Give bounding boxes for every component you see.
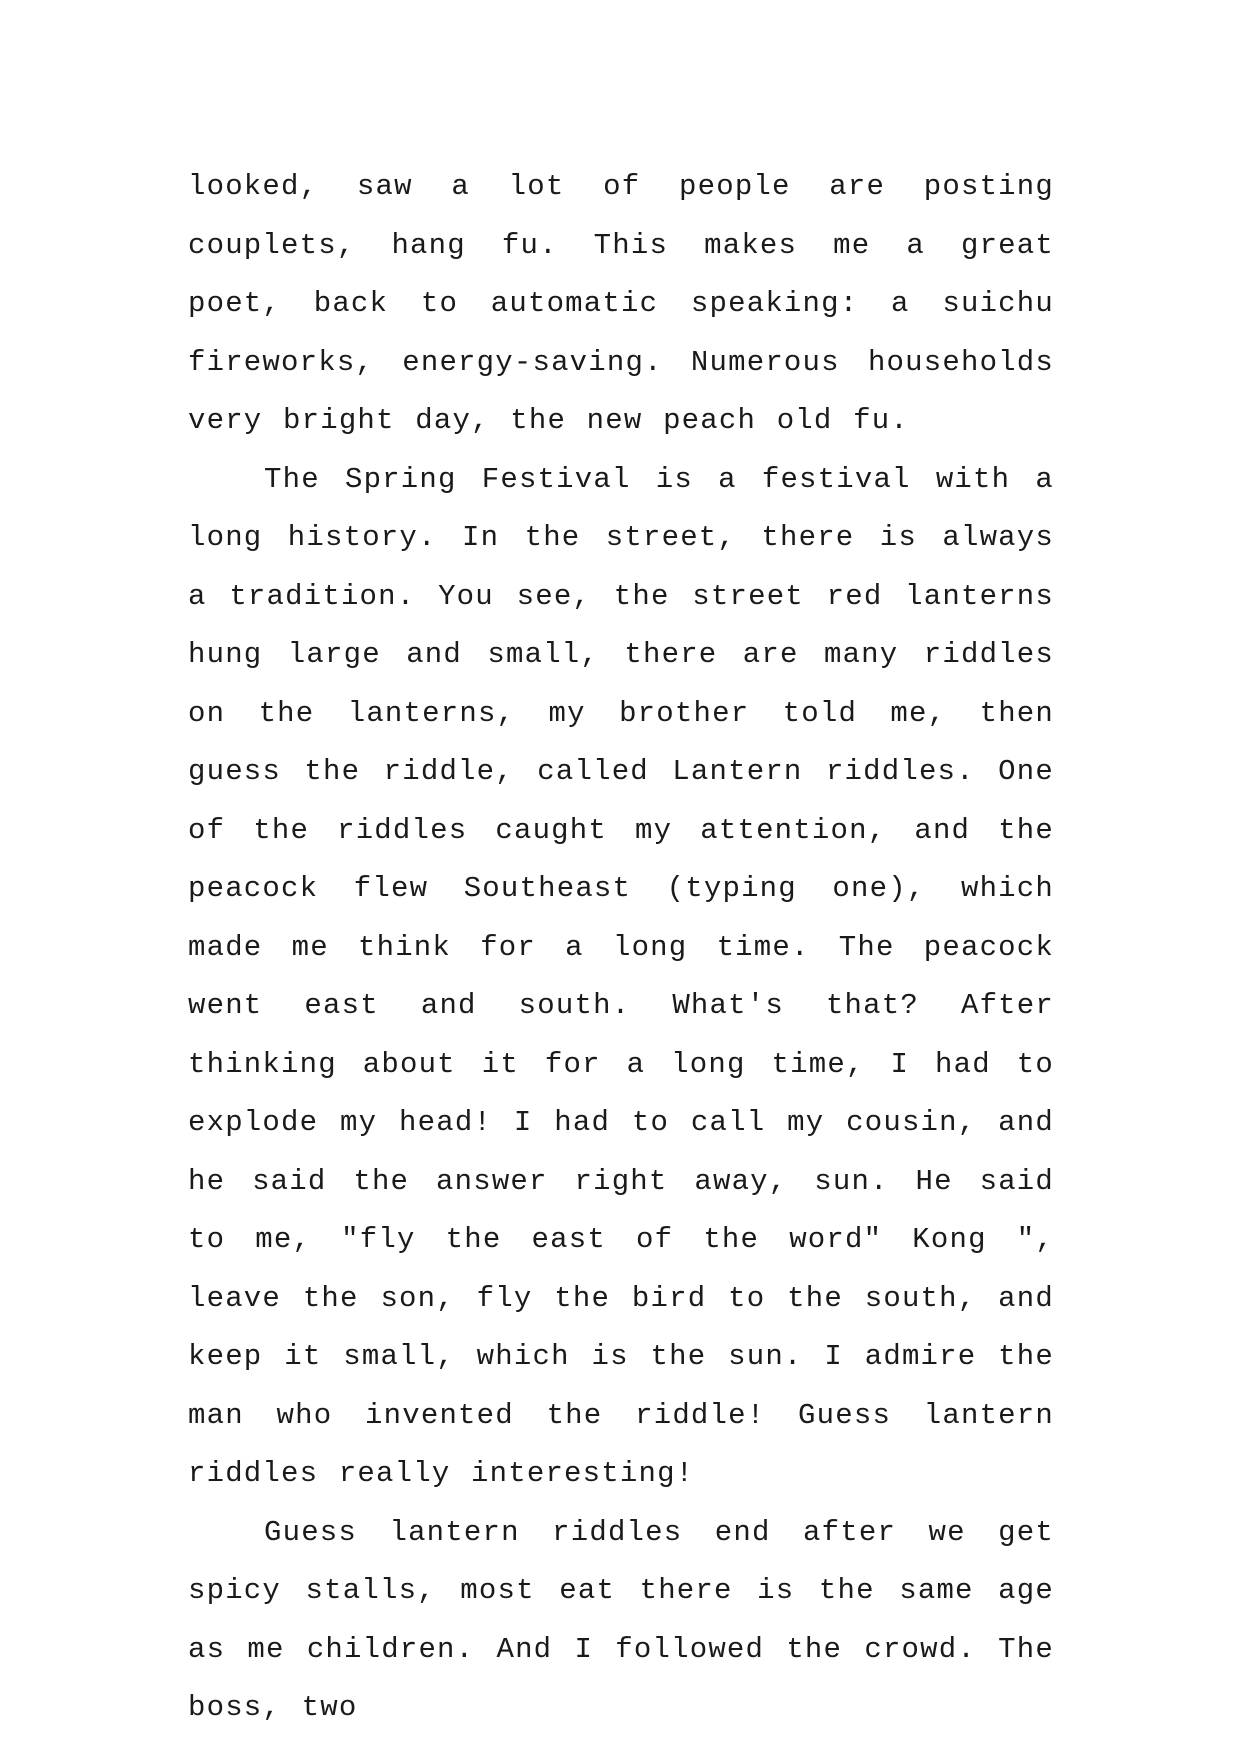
paragraph-continued: looked, saw a lot of people are posting couplets, hang fu. This makes me a great poet, back to automatic speaking: a suichu fireworks, energy-saving. Numerous households very bright day, the new peach old fu. xyxy=(188,170,1054,437)
paragraph-spring-festival: The Spring Festival is a festival with a long history. In the street, there is always a tradition. You see, the street red lanterns hung large and small, there are many riddles on the lanterns, my brother told me, then guess the riddle, called Lantern riddles. One of the riddles caught my attention, and the peacock flew Southeast (typing one), which made me think for a long time. The peacock went east and south. What's that? After thinking about it for a long time, I had to explode my head! I had to call my cousin, and he said the answer right away, sun. He said to me, "fly the east of the word" Kong ", leave the son, fly the bird to the south, and keep it small, which is the sun. I admire the man who invented the riddle! Guess lantern riddles really interesting! xyxy=(188,462,1054,1490)
document-body xyxy=(188,158,1054,1738)
paragraph-spicy-stalls: Guess lantern riddles end after we get spicy stalls, most eat there is the same age as me children. And I followed the crowd. The boss, two xyxy=(188,1515,1054,1724)
